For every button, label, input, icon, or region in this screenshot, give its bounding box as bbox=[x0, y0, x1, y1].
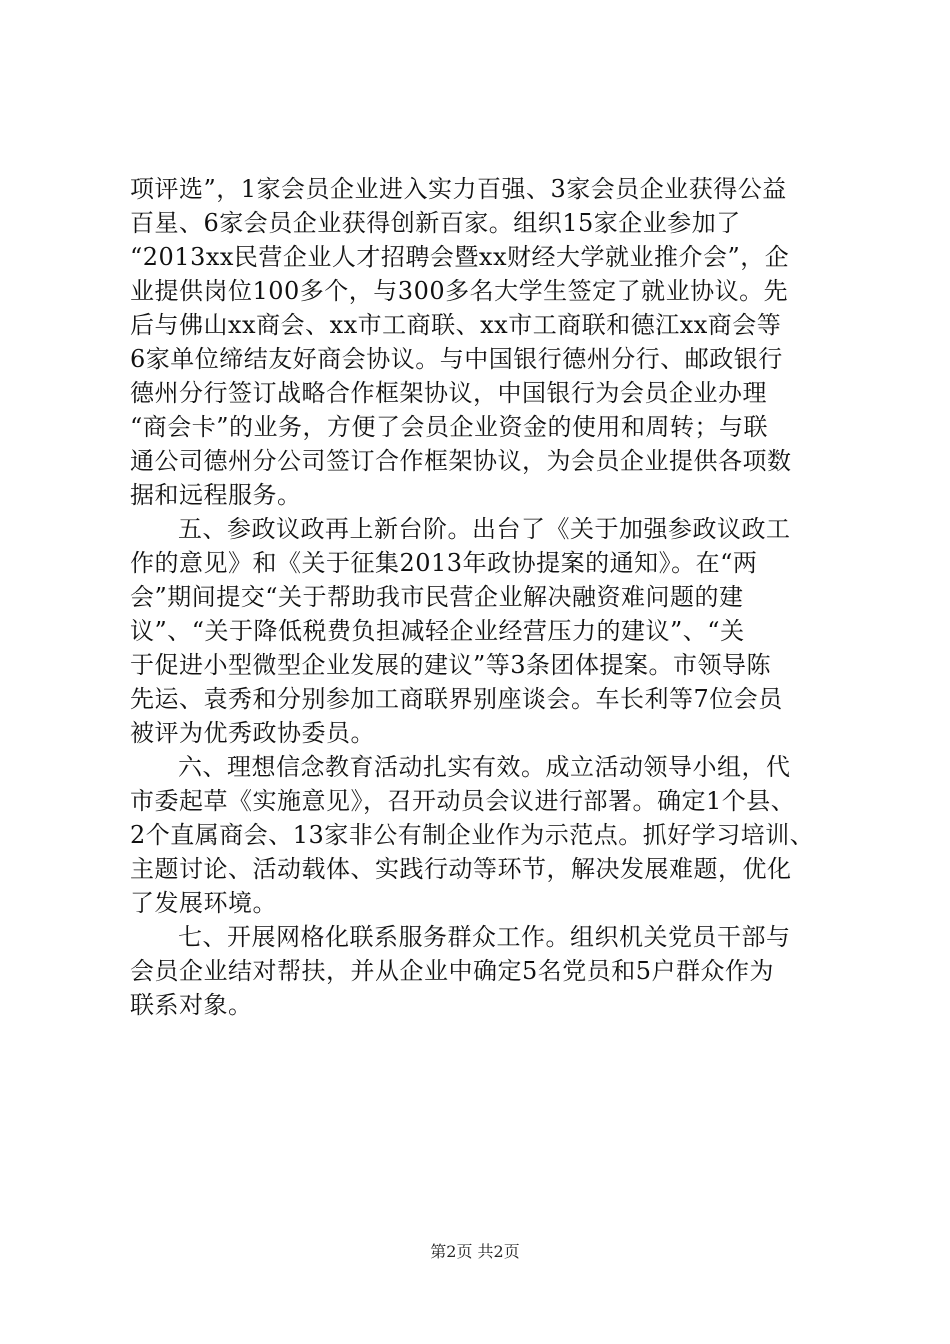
text-line: 被评为优秀政协委员。 bbox=[130, 719, 375, 747]
text-line: 百星、6家会员企业获得创新百家。组织15家企业参加了 bbox=[130, 209, 741, 237]
text-line: 2个直属商会、13家非公有制企业作为示范点。抓好学习培训、 bbox=[130, 821, 815, 849]
text-line: 通公司德州分公司签订合作框架协议，为会员企业提供各项数 bbox=[130, 447, 792, 475]
page-number-footer: 第2页 共2页 bbox=[430, 1242, 520, 1261]
document-body bbox=[130, 172, 830, 1022]
text-line: 市委起草《实施意见》，召开动员会议进行部署。确定1个县、 bbox=[130, 787, 796, 815]
text-line: 据和远程服务。 bbox=[130, 481, 302, 509]
text-line: “商会卡”的业务，方便了会员企业资金的使用和周转；与联 bbox=[130, 413, 769, 441]
paragraph-4 bbox=[130, 920, 830, 1022]
text-line: 德州分行签订战略合作框架协议，中国银行为会员企业办理 bbox=[130, 379, 767, 407]
text-line: 五、参政议政再上新台阶。出台了《关于加强参政议政工 bbox=[178, 515, 791, 543]
paragraph-2 bbox=[130, 512, 830, 750]
text-line: 会员企业结对帮扶，并从企业中确定5名党员和5户群众作为 bbox=[130, 957, 775, 985]
text-line: 七、开展网格化联系服务群众工作。组织机关党员干部与 bbox=[178, 923, 791, 951]
text-line: 于促进小型微型企业发展的建议”等3条团体提案。市领导陈 bbox=[130, 651, 772, 679]
text-line: 作的意见》和《关于征集2013年政协提案的通知》。在“两 bbox=[130, 549, 758, 577]
text-line: 了发展环境。 bbox=[130, 889, 277, 917]
text-line: 议”、“关于降低税费负担减轻企业经营压力的建议”、“关 bbox=[130, 617, 745, 645]
paragraph-3 bbox=[130, 750, 830, 920]
text-line: 主题讨论、活动载体、实践行动等环节，解决发展难题，优化 bbox=[130, 855, 792, 883]
text-line: 6家单位缔结友好商会协议。与中国银行德州分行、邮政银行 bbox=[130, 345, 783, 373]
text-line: 六、理想信念教育活动扎实有效。成立活动领导小组，代 bbox=[178, 753, 791, 781]
text-line: 后与佛山xx商会、xx市工商联、xx市工商联和德江xx商会等 bbox=[130, 311, 782, 339]
text-line: 联系对象。 bbox=[130, 991, 253, 1019]
text-line: 先运、袁秀和分别参加工商联界别座谈会。车长利等7位会员 bbox=[130, 685, 783, 713]
paragraph-1 bbox=[130, 172, 830, 512]
text-line: 项评选”，1家会员企业进入实力百强、3家会员企业获得公益 bbox=[130, 175, 787, 203]
text-line: 业提供岗位100多个，与300多名大学生签定了就业协议。先 bbox=[130, 277, 789, 305]
text-line: 会”期间提交“关于帮助我市民营企业解决融资难问题的建 bbox=[130, 583, 744, 611]
text-line: “2013xx民营企业人才招聘会暨xx财经大学就业推介会”，企 bbox=[130, 243, 790, 271]
